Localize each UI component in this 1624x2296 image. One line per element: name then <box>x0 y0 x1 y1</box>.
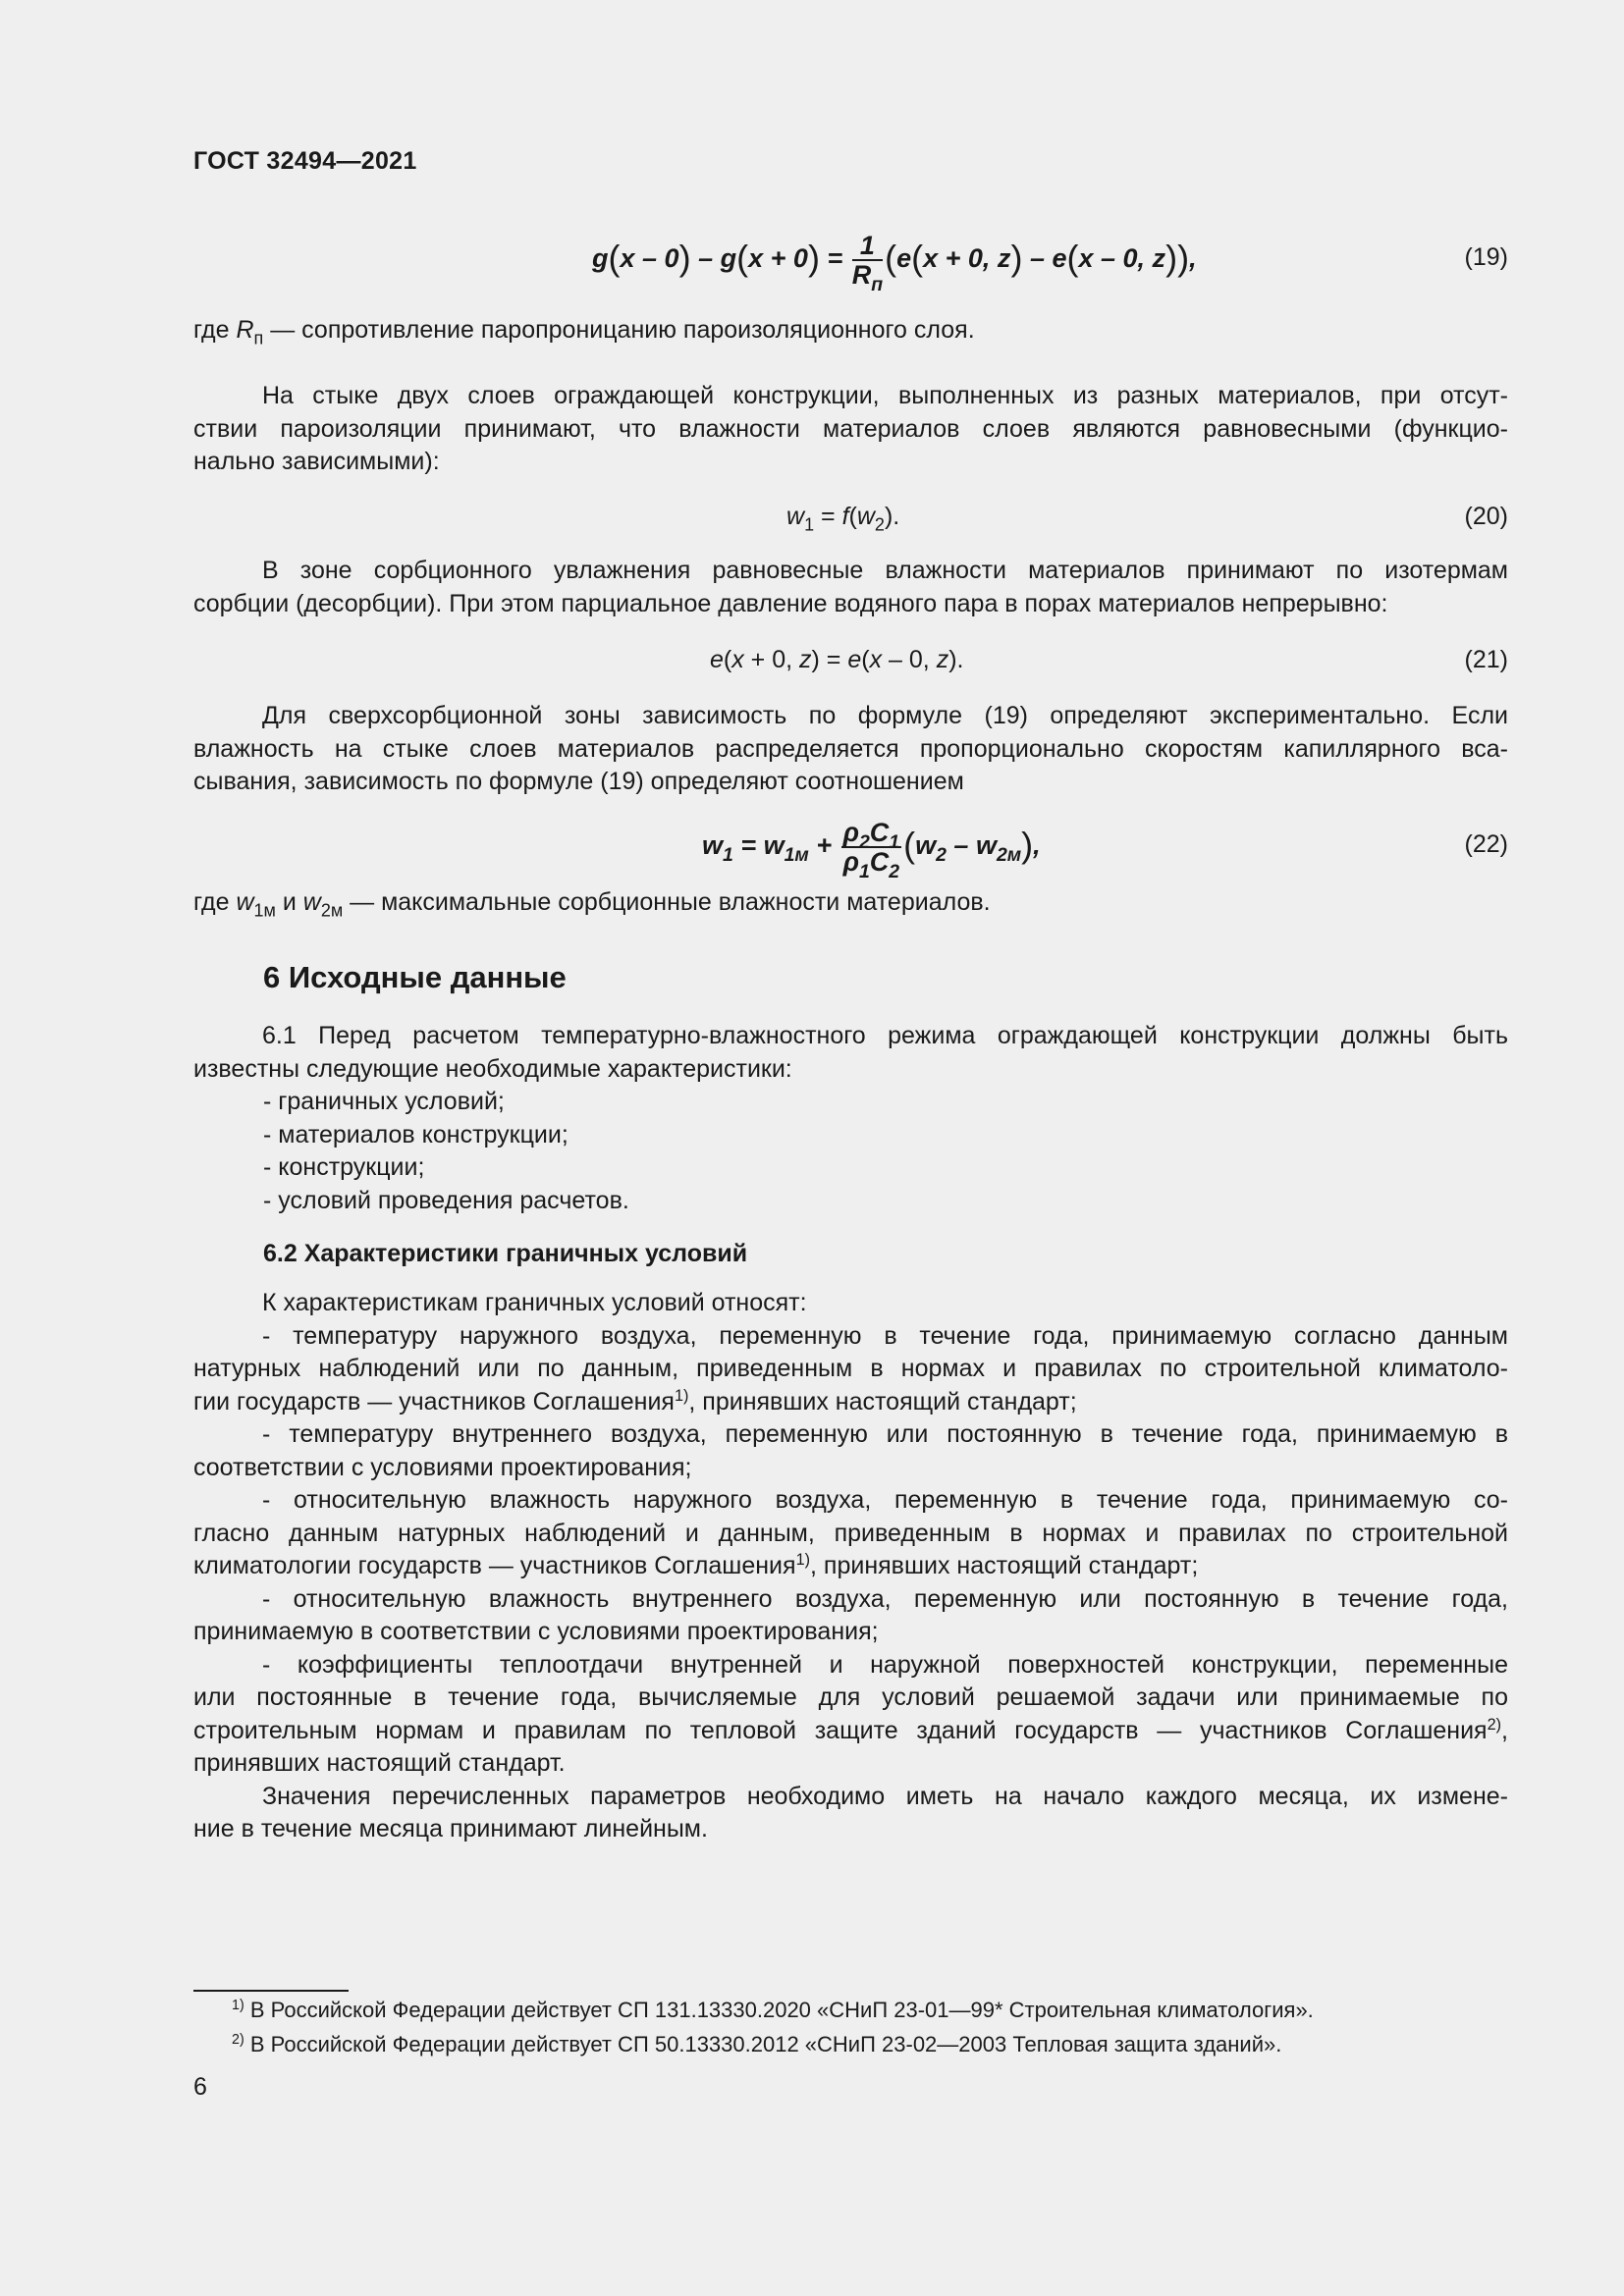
equation-21-formula: e(x + 0, z) = e(x – 0, z). <box>710 646 964 673</box>
footnote-2: $^{2)}$ В Российской Федерации действует СП 50.13330.2012 «СНиП 23-02—2003 Тепловая защита зданий». <box>232 2032 1282 2056</box>
equation-22 <box>193 818 1508 882</box>
equation-19 <box>193 231 1508 295</box>
paragraph-6-1: 6.1 Перед расчетом температурно-влажностного режима ограждающей конструкции должны быть известны следующие необходимые характеристики: <box>193 1022 1508 1083</box>
footnote-separator <box>193 1990 349 1992</box>
where-22-text: где $w_{1м}$ и $w_{2м}$ — максимальные сорбционные влажности материалов. <box>193 888 991 921</box>
standard-header: ГОСТ 32494—2021 <box>193 147 417 175</box>
list-6-1 <box>263 1086 629 1217</box>
paragraph-super-sorption: Для сверхсорбционной зоны зависимость по формуле (19) определяют экспериментально. Если влажность на стыке слоев материалов распределяется пропорционально скоростям капиллярного вса- сывания, зависимость по формуле (19) определяют соотношением <box>193 702 1508 795</box>
equation-19-fraction: $\frac{1}{R_п}$ <box>851 231 884 295</box>
equation-20-number: (20) <box>1464 503 1508 530</box>
equation-21-number: (21) <box>1464 646 1508 673</box>
list-item: - граничных условий; <box>263 1088 505 1115</box>
paragraph-sorption: В зоне сорбционного увлажнения равновесные влажности материалов принимают по изотермам сорбции (десорбции). При этом парциальное давление водяного пара в порах материалов непрерывно: <box>193 557 1508 617</box>
equation-22-formula: $w_1 = w_{1м}$ + $\frac{\rho_2C_1}{\rho_1C_2}$ $(w_2 - w_{2м})$, <box>702 818 1041 882</box>
paragraph-6-2: К характеристикам граничных условий относят: - температуру наружного воздуха, переменную в течение года, принимаемую согласно данным натурных наблюдений или по данным, приведенным в нормах и правилах по строительной климатоло- гии государств — участников Соглашения$^{1)}$, принявших настоящий стандарт; - температуру внутреннего воздуха, переменную или постоянную в течение года, принимаемую в соответствии с условиями проектирования; - относительную влажность наружного воздуха, переменную в течение года, принимаемую со- гласно данным натурных наблюдений и данным, приведенным в нормах и правилах по строительной климатологии государств — участников Соглашения$^{1)}$, принявших настоящий стандарт; - относительную влажность внутреннего воздуха, переменную или постоянную в течение года, принимаемую в соответствии с условиями проектирования; - коэффициенты теплоотдачи внутренней и наружной поверхностей конструкции, переменные или постоянные в течение года, вычисляемые для условий решаемой задачи или принимаемые по строительным нормам и правилам по тепловой защите зданий государств — участников Соглашения$^{2)}$, принявших настоящий стандарт. Значения перечисленных параметров необходимо иметь на начало каждого месяца, их измене- ние в течение месяца принимают линейным. <box>193 1289 1508 1842</box>
paragraph-joint: На стыке двух слоев ограждающей конструкции, выполненных из разных материалов, при отсут- ствии пароизоляции принимают, что влажности материалов слоев являются равновесными (функцио- нально зависимыми): <box>193 382 1508 475</box>
list-item: - условий проведения расчетов. <box>263 1186 629 1214</box>
list-item: - материалов конструкции; <box>263 1120 568 1148</box>
page-number: 6 <box>193 2073 207 2101</box>
equation-20 <box>193 503 1508 552</box>
equation-20-formula: $w_1 = f(w_2)$. <box>786 503 900 535</box>
list-item: - конструкции; <box>263 1153 425 1181</box>
section-6-2-heading: 6.2 Характеристики граничных условий <box>263 1240 748 1267</box>
equation-19-number: (19) <box>1464 243 1508 271</box>
equation-19-formula: g(x – 0) – g(x + 0) = $\frac{1}{R_п}$ (e(x + 0, z) – e(x – 0, z)), <box>592 231 1197 295</box>
footnote-1: $^{1)}$ В Российской Федерации действует СП 131.13330.2020 «СНиП 23-01—99* Строительная климатология». <box>232 1998 1314 2022</box>
equation-22-fraction: $\frac{\rho_2C_1}{\rho_1C_2}$ <box>842 818 900 882</box>
where-19-text: где $R_п$ — сопротивление паропроницанию пароизоляционного слоя. <box>193 316 975 348</box>
equation-21 <box>193 646 1508 695</box>
equation-22-number: (22) <box>1464 830 1508 858</box>
section-6-heading: 6 Исходные данные <box>263 960 567 994</box>
